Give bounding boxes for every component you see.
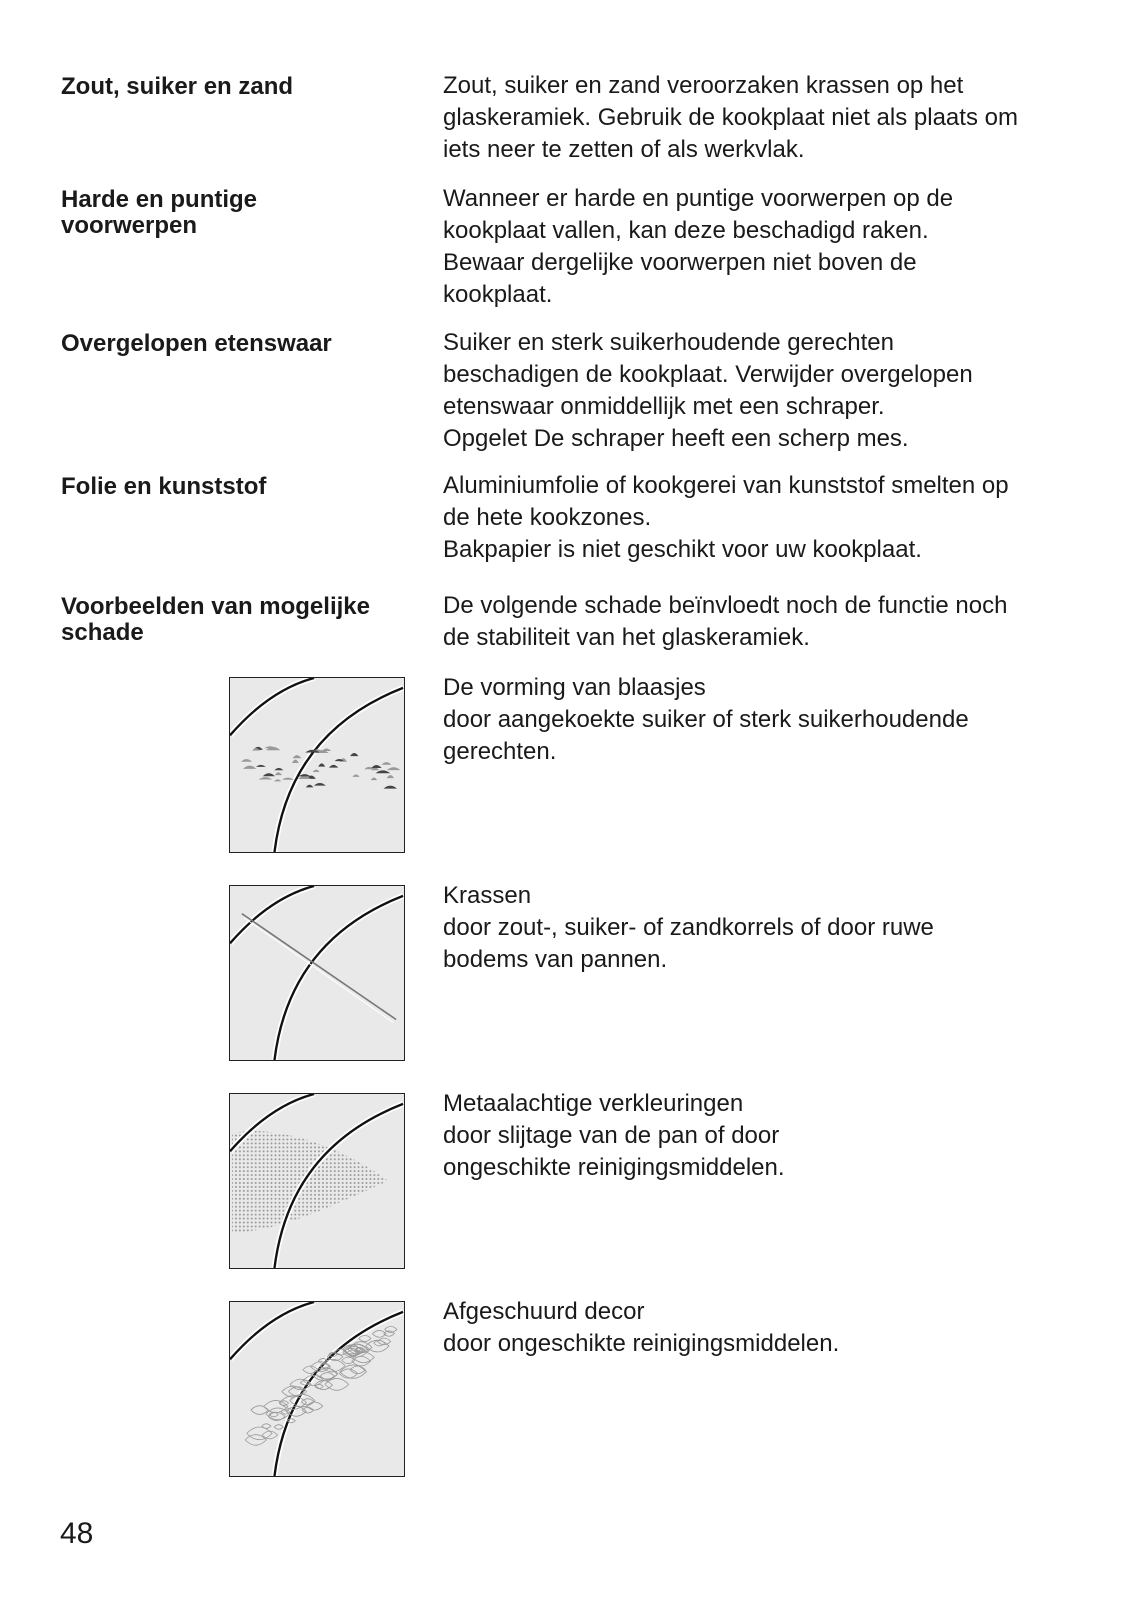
desc-discoloration: Metaalachtige verkleuringen door slijtage van de pan of door ongeschikte reinigingsmiddelen. <box>443 1090 785 1181</box>
desc-overgelopen-etenswaar: Suiker en sterk suikerhoudende gerechten beschadigen de kookplaat. Verwijder overgelopen etenswaar onmiddellijk met een schraper. Opgelet De schraper heeft een scherp mes. <box>443 329 973 452</box>
worn-decor-illustration-icon <box>229 1301 405 1477</box>
scratches-illustration-icon <box>229 885 405 1061</box>
blisters-illustration-icon <box>229 677 405 853</box>
desc-worn-decor: Afgeschuurd decor door ongeschikte reinigingsmiddelen. <box>443 1298 840 1357</box>
term-zout-suiker-zand: Zout, suiker en zand <box>61 73 294 100</box>
desc-zout-suiker-zand: Zout, suiker en zand veroorzaken krassen op het glaskeramiek. Gebruik de kookplaat niet als plaats om iets neer te zetten of als werkvlak. <box>443 72 1018 163</box>
discoloration-illustration-icon <box>229 1093 405 1269</box>
desc-voorbeelden-schade: De volgende schade beïnvloedt noch de functie noch de stabiliteit van het glaskeramiek. <box>443 592 1008 651</box>
term-harde-puntige-voorwerpen: Harde en puntige voorwerpen <box>61 186 258 239</box>
term-voorbeelden-schade: Voorbeelden van mogelijke schade <box>61 593 370 646</box>
term-overgelopen-etenswaar: Overgelopen etenswaar <box>61 330 332 357</box>
desc-scratches: Krassen door zout-, suiker- of zandkorrels of door ruwe bodems van pannen. <box>443 882 934 973</box>
desc-folie-kunststof: Aluminiumfolie of kookgerei van kunststof smelten op de hete kookzones. Bakpapier is niet geschikt voor uw kookplaat. <box>443 472 1009 563</box>
desc-blisters: De vorming van blaasjes door aangekoekte suiker of sterk suikerhoudende gerechten. <box>443 674 969 765</box>
term-folie-kunststof: Folie en kunststof <box>61 473 267 500</box>
page-number: 48 <box>60 1517 94 1550</box>
desc-harde-puntige-voorwerpen: Wanneer er harde en puntige voorwerpen op de kookplaat vallen, kan deze beschadigd raken. Bewaar dergelijke voorwerpen niet boven de kookplaat. <box>443 185 954 308</box>
